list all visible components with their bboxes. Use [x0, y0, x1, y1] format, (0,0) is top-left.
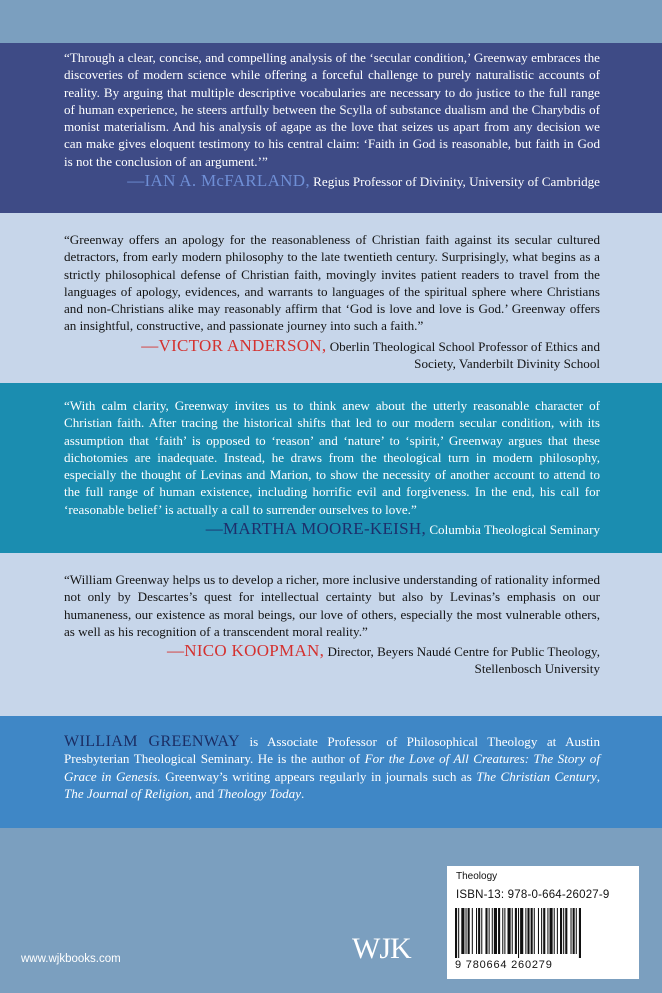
- endorser-name: —VICTOR ANDERSON,: [141, 335, 327, 355]
- endorser-name: —IAN A. McFARLAND,: [127, 171, 310, 191]
- author-bio: [64, 733, 600, 802]
- endorser-title: Director, Beyers Naudé Centre for Public Theology,: [327, 644, 600, 660]
- endorsement-attribution: [64, 642, 600, 678]
- bio-end: .: [301, 785, 305, 801]
- endorser-title-cont: Society, Vanderbilt Divinity School: [414, 356, 600, 372]
- subject-category: Theology: [456, 871, 498, 882]
- endorsement-block-1: [0, 43, 662, 213]
- bio-text: is Associate Professor of Philosophical Theology at Austin Presbyterian Theological Seminary. He is the author of: [64, 734, 600, 767]
- endorsement-block-2: [0, 213, 662, 383]
- endorser-name: —MARTHA MOORE-KEISH,: [205, 519, 427, 539]
- endorsement-quote: “Through a clear, concise, and compelling analysis of the ‘secular condition,’ Greenway embraces the discoveries of modern science while offering a forceful challenge to purely naturalistic accounts of reality. By arguing that multiple descriptive vocabularies are necessary to do justice to the full range of human experience, he steers artfully between the Scylla of substance dualism and the Charybdis of monist materialism. And his analysis of agape as the love that seizes us apart from any decision we can make gives eloquent testimony to his central claim: ‘Faith in God is reasonable, but faith in God is not the conclusion of an argument.’”: [64, 50, 600, 169]
- endorsement-block-3: [0, 383, 662, 553]
- bio-separator: ,: [596, 768, 601, 784]
- author-name: WILLIAM GREENWAY: [64, 733, 240, 750]
- endorsement-quote: “With calm clarity, Greenway invites us to think anew about the utterly reasonable character of Christian faith. After tracing the historical shifts that led to our modern secular condition, with its assumption that ‘faith’ is opposed to ‘reason’ and ‘nature’ to ‘spirit,’ Greenway argues that these dichotomies are inadequate. Instead, he draws from the theological turn in modern philosophy, especially the thought of Levinas and Marion, to show the necessity of another account to attend to the full range of human existence, including horrific evil and forgiveness. In the end, his call for ‘reasonable belief’ is actually a call to surrender ourselves to love.”: [64, 398, 600, 517]
- endorsement-attribution: [64, 520, 600, 538]
- endorser-name: —NICO KOOPMAN,: [166, 641, 325, 661]
- journal-title: Theology Today: [217, 785, 302, 801]
- journal-title: The Journal of Religion: [64, 785, 189, 801]
- endorsement-attribution: [64, 172, 600, 190]
- publisher-website: www.wjkbooks.com: [21, 953, 121, 965]
- isbn-number: ISBN-13: 978-0-664-26027-9: [456, 889, 610, 901]
- endorser-title: Oberlin Theological School Professor of Ethics and: [329, 338, 600, 354]
- barcode-digits: 9 780664 260279: [455, 959, 553, 971]
- endorsement-quote: “Greenway offers an apology for the reasonableness of Christian faith against its secular cultured detractors, from early modern philosophy to the late twentieth century. Surprisingly, what begins as a strictly philosophical defense of Christian faith, movingly invites patient readers to travel from the languages of apology, evidences, and warrants to languages of the spiritual sphere where Christians and non-Christians alike may reasonably affirm that ‘God is love and love is God.’ Greenway offers an insightful, constructive, and passionate journey into such a faith.”: [64, 232, 600, 334]
- journal-title: The Christian Century: [476, 768, 597, 784]
- author-bio-block: [0, 716, 662, 828]
- publisher-logo: WJK: [352, 932, 411, 965]
- barcode-graphic: [455, 908, 631, 958]
- endorsement-attribution: [64, 337, 600, 373]
- bio-separator: , and: [188, 785, 218, 801]
- bio-text: Greenway’s writing appears regularly in journals such as: [160, 768, 477, 784]
- endorsement-quote: “William Greenway helps us to develop a richer, more inclusive understanding of rationality informed not only by Descartes’s quest for intellectual certainty but also by Levinas’s emphasis on our humaneness, our existence as moral beings, our love of others, especially the most vulnerable others, as well as his recognition of a transcendent moral reality.”: [64, 572, 600, 639]
- endorsement-block-4: [0, 553, 662, 716]
- endorser-title: Regius Professor of Divinity, University of Cambridge: [313, 174, 600, 190]
- book-title: For the Love of All Creatures: The Story of Grace in Genesis.: [64, 751, 600, 784]
- endorser-title: Columbia Theological Seminary: [429, 522, 600, 538]
- endorser-title-cont: Stellenbosch University: [474, 661, 600, 677]
- isbn-barcode-box: [447, 866, 639, 979]
